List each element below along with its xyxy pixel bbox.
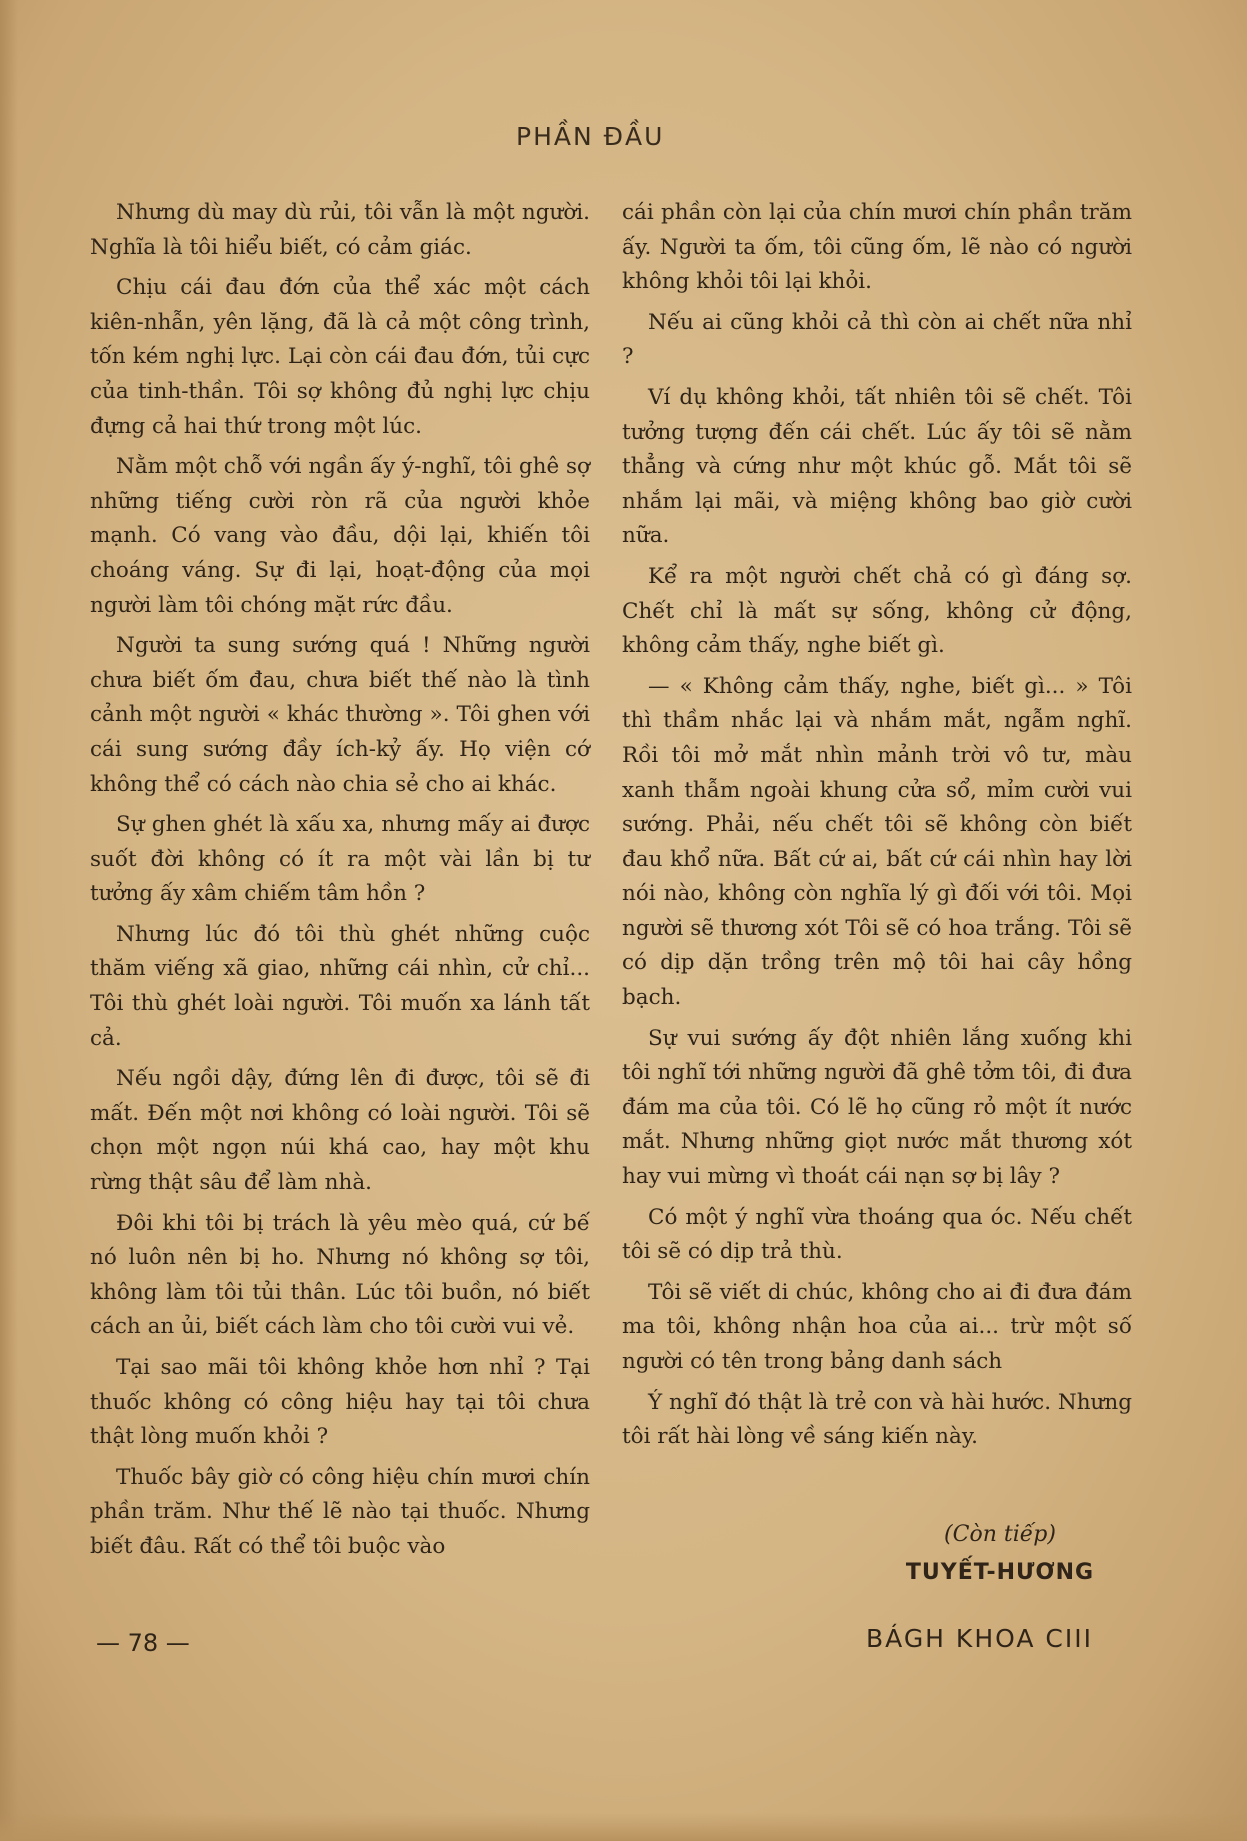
paragraph: Tôi sẽ viết di chúc, không cho ai đi đưa đám ma tôi, không nhận hoa của ai... trừ một số người có tên trong bảng danh sách (622, 1279, 1132, 1374)
paragraph: — « Không cảm thấy, nghe, biết gì... » Tôi thì thầm nhắc lại và nhắm mắt, ngẫm nghĩ. Rồi tôi mở mắt nhìn mảnh trời vô tư, màu xanh thẫm ngoài khung cửa sổ, mỉm cười vui sướng. Phải, nếu chết tôi sẽ không còn biết đau khổ nữa. Bất cứ ai, bất cứ cái nhìn hay lời nói nào, không còn nghĩa lý gì đối với tôi. Mọi người sẽ thương xót Tôi sẽ có hoa trắng. Tôi sẽ có dịp dặn trồng trên mộ tôi hai cây hồng bạch. (622, 673, 1132, 1011)
right-column (622, 196, 1132, 1461)
paragraph: Nhưng lúc đó tôi thù ghét những cuộc thăm viếng xã giao, những cái nhìn, cử chỉ... Tôi thù ghét loài người. Tôi muốn xa lánh tất cả. (90, 921, 590, 1051)
paragraph: Ý nghĩ đó thật là trẻ con và hài hước. Nhưng tôi rất hài lòng về sáng kiến này. (622, 1389, 1132, 1450)
paragraph: Nhưng dù may dù rủi, tôi vẫn là một người. Nghĩa là tôi hiểu biết, có cảm giác. (90, 200, 590, 260)
paragraph: Thuốc bây giờ có công hiệu chín mươi chín phần trăm. Như thế lẽ nào tại thuốc. Nhưng biết đâu. Rất có thể tôi buộc vào (90, 1464, 590, 1559)
paragraph: Người ta sung sướng quá ! Những người chưa biết ốm đau, chưa biết thế nào là tình cảnh một người « khác thường ». Tôi ghen với cái sung sướng đầy ích-kỷ ấy. Họ viện cớ không thể có cách nào chia sẻ cho ai khác. (90, 633, 590, 797)
paragraph: Có một ý nghĩ vừa thoáng qua óc. Nếu chết tôi sẽ có dịp trả thù. (622, 1204, 1132, 1265)
paragraph: Kể ra một người chết chả có gì đáng sợ. Chết chỉ là mất sự sống, không cử động, không cảm thấy, nghe biết gì. (622, 563, 1132, 659)
paragraph: Tại sao mãi tôi không khỏe hơn nhỉ ? Tại thuốc không có công hiệu hay tại tôi chưa thật lòng muốn khỏi ? (90, 1355, 590, 1450)
paragraph: Nằm một chỗ với ngần ấy ý-nghĩ, tôi ghê sợ những tiếng cười ròn rã của người khỏe mạnh. Có vang vào đầu, dội lại, khiến tôi choáng váng. Sự đi lại, hoạt-động của mọi người làm tôi chóng mặt rức đầu. (90, 454, 590, 618)
page-number: — 78 — (96, 1629, 190, 1657)
paragraph: cái phần còn lại của chín mươi chín phần trăm ấy. Người ta ốm, tôi cũng ốm, lẽ nào có người không khỏi tôi lại khỏi. (622, 200, 1132, 295)
page-edge-shadow (0, 0, 18, 1841)
left-column (90, 196, 590, 1571)
paragraph: Sự vui sướng ấy đột nhiên lắng xuống khi tôi nghĩ tới những người đã ghê tởm tôi, đi đưa đám ma của tôi. Có lẽ họ cũng rỏ một ít nước mắt. Nhưng những giọt nước mắt thương xót hay vui mừng vì thoát cái nạn sợ bị lây ? (622, 1025, 1132, 1190)
paragraph: Đôi khi tôi bị trách là yêu mèo quá, cứ bế nó luôn nên bị ho. Nhưng nó không sợ tôi, không làm tôi tủi thân. Lúc tôi buồn, nó biết cách an ủi, biết cách làm cho tôi cười vui vẻ. (90, 1210, 590, 1340)
paragraph: Ví dụ không khỏi, tất nhiên tôi sẽ chết. Tôi tưởng tượng đến cái chết. Lúc ấy tôi sẽ nằm thẳng và cứng như một khúc gỗ. Mắt tôi sẽ nhắm lại mãi, và miệng không bao giờ cười nữa. (622, 384, 1132, 549)
running-title: PHẦN ĐẦU (516, 122, 665, 151)
to-be-continued: (Còn tiếp) (944, 1522, 1056, 1547)
author-name: TUYẾT-HƯƠNG (905, 1560, 1095, 1585)
journal-name: BÁGH KHOA CIII (866, 1624, 1093, 1653)
paragraph: Sự ghen ghét là xấu xa, nhưng mấy ai được suốt đời không có ít ra một vài lần bị tư tưởng ấy xâm chiếm tâm hồn ? (90, 812, 590, 907)
paragraph: Nếu ngồi dậy, đứng lên đi được, tôi sẽ đi mất. Đến một nơi không có loài người. Tôi sẽ chọn một ngọn núi khá cao, hay một khu rừng thật sâu để làm nhà. (90, 1066, 590, 1196)
paragraph: Chịu cái đau đớn của thể xác một cách kiên-nhẫn, yên lặng, đã là cả một công trình, tốn kém nghị lực. Lại còn cái đau đớn, tủi cực của tinh-thần. Tôi sợ không đủ nghị lực chịu đựng cả hai thứ trong một lúc. (90, 275, 590, 439)
page-bottom-shadow (0, 1813, 1247, 1841)
paragraph: Nếu ai cũng khỏi cả thì còn ai chết nữa nhỉ ? (622, 309, 1132, 370)
